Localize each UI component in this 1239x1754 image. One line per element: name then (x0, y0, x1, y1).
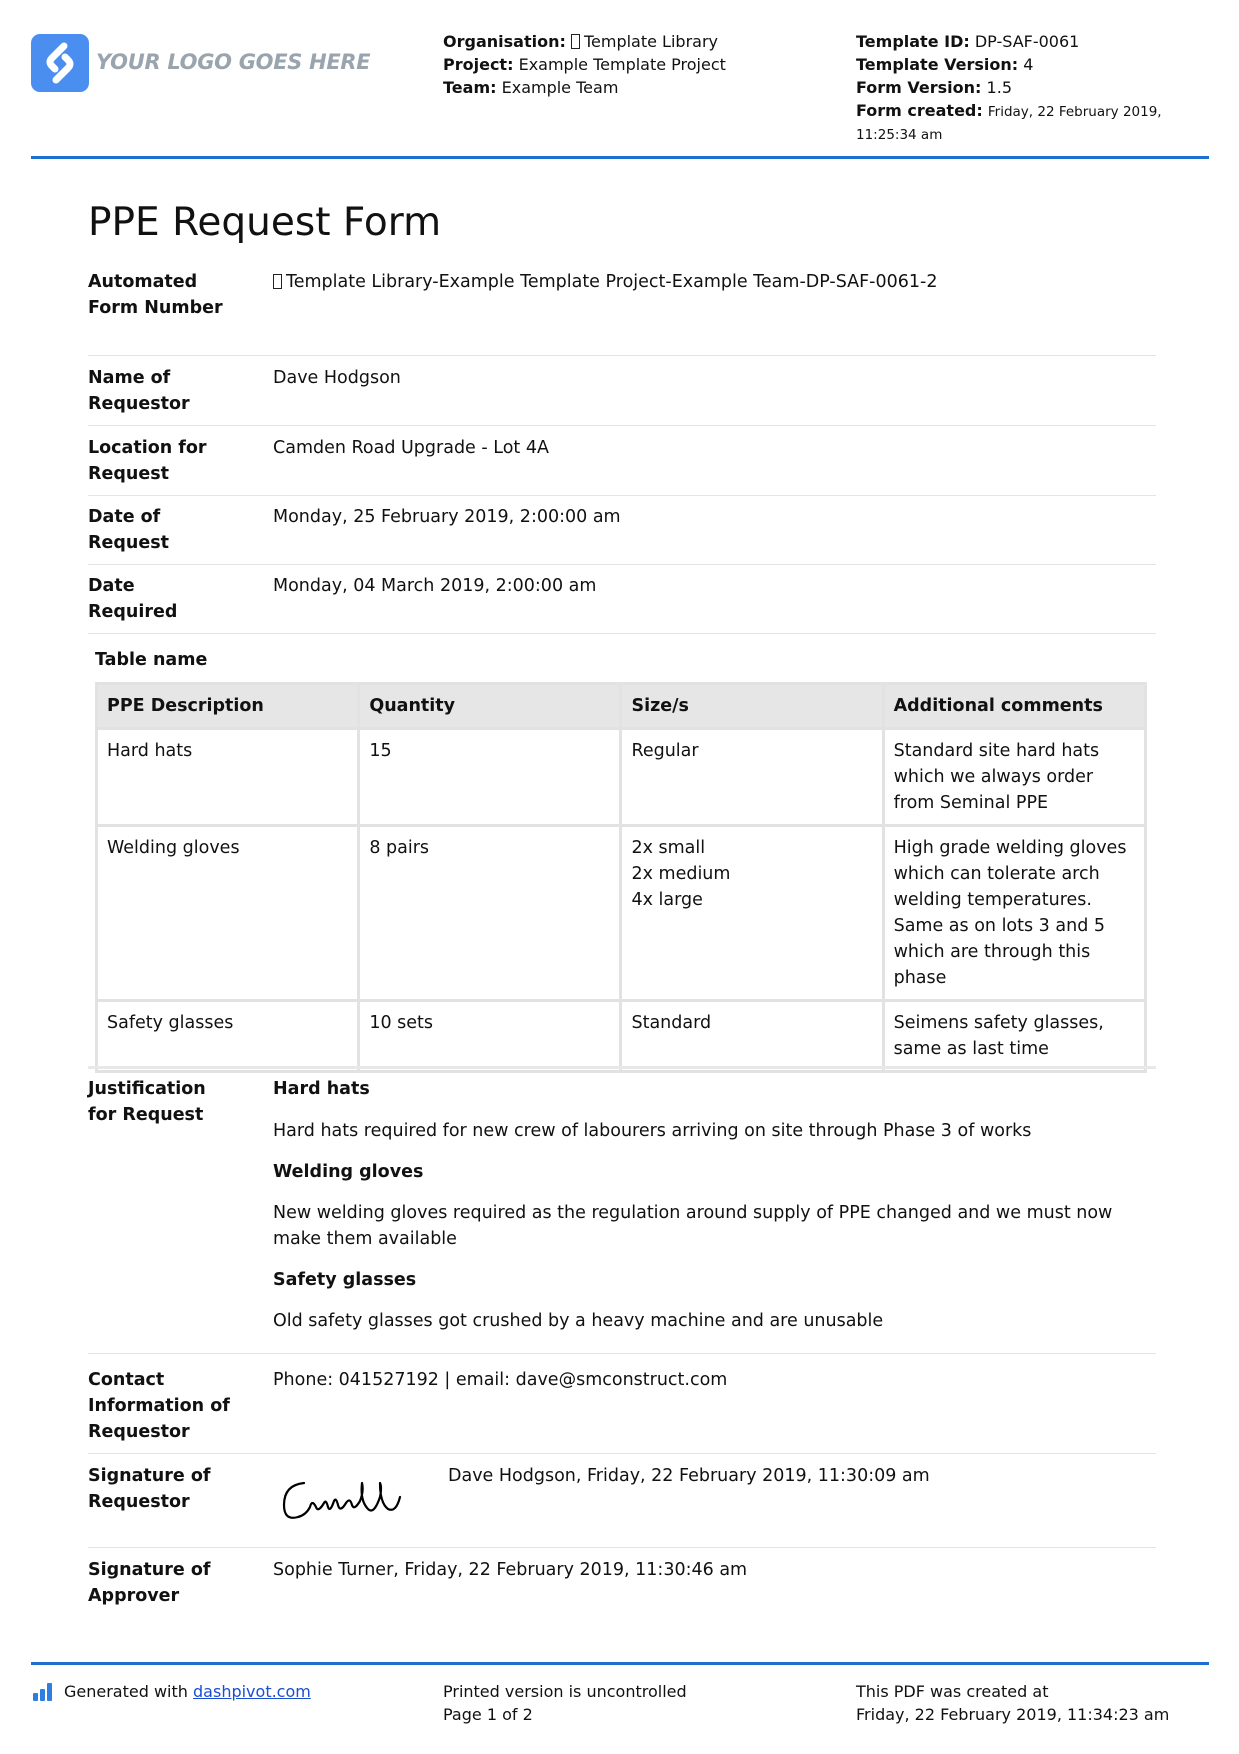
field-value: Monday, 25 February 2019, 2:00:00 am (273, 507, 621, 527)
header-divider (31, 156, 1209, 159)
page-info: Page 1 of 2 (443, 1705, 533, 1724)
cell-quantity: 10 sets (359, 1001, 621, 1072)
printed-note: Printed version is uncontrolled (443, 1682, 687, 1701)
project-value: Example Template Project (518, 55, 726, 74)
field-label: Signature of Requestor (88, 1466, 211, 1512)
table-bottom-divider (88, 1066, 1156, 1069)
cell-description: Safety glasses (97, 1001, 359, 1072)
logo-icon (31, 34, 89, 92)
ppe-table (95, 682, 1147, 1073)
field-label: Contact Information of Requestor (88, 1370, 230, 1442)
signature-details: Dave Hodgson, Friday, 22 February 2019, 11:30:09 am (448, 1466, 930, 1486)
cell-quantity: 15 (359, 729, 621, 826)
justification-text: New welding gloves required as the regulation around supply of PPE changed and we must now make them available (273, 1203, 1113, 1249)
org-icon (571, 34, 580, 49)
justification-heading: Safety glasses (273, 1270, 417, 1290)
field-label: Name of Requestor (88, 368, 190, 414)
field-row-requestor (88, 365, 1156, 426)
cell-description: Hard hats (97, 729, 359, 826)
org-icon (273, 274, 282, 289)
team-value: Example Team (501, 78, 619, 97)
column-header: Additional comments (883, 684, 1145, 729)
template-id-value: DP-SAF-0061 (974, 32, 1080, 51)
cell-comments: Seimens safety glasses, same as last time (883, 1001, 1145, 1072)
table-row (97, 826, 1146, 1001)
field-value: Monday, 04 March 2019, 2:00:00 am (273, 576, 597, 596)
cell-description: Welding gloves (97, 826, 359, 1001)
field-row-date-required (88, 573, 1156, 634)
field-row-form-number (88, 269, 1156, 356)
field-label: Location for Request (88, 438, 207, 484)
justification-text: Old safety glasses got crushed by a heavy machine and are unusable (273, 1311, 884, 1331)
field-label: Automated Form Number (88, 272, 223, 318)
form-created-time: 11:25:34 am (856, 127, 943, 143)
field-row-contact (88, 1367, 1156, 1454)
logo-mark (31, 34, 89, 92)
field-label: Signature of Approver (88, 1560, 211, 1606)
table-row (97, 729, 1146, 826)
pdf-created-value: Friday, 22 February 2019, 11:34:23 am (856, 1705, 1170, 1724)
form-created-value: Friday, 22 February 2019, (987, 104, 1162, 120)
cell-comments: Standard site hard hats which we always order from Seminal PPE (883, 729, 1145, 826)
table-row (97, 1001, 1146, 1072)
footer-generated: Generated with dashpivot.com (64, 1682, 311, 1701)
footer-divider (31, 1662, 1209, 1665)
field-row-signature-requestor (88, 1463, 1156, 1548)
field-row-justification (88, 1076, 1156, 1354)
field-value: Template Library-Example Template Project-Example Team-DP-SAF-0061-2 (273, 269, 937, 295)
signature-image (276, 1471, 411, 1531)
form-version-value: 1.5 (986, 78, 1012, 97)
field-row-signature-approver (88, 1557, 1156, 1627)
cell-sizes: 2x small 2x medium 4x large (621, 826, 883, 1001)
cell-sizes: Standard (621, 1001, 883, 1072)
table-name: Table name (95, 650, 208, 670)
header-org-block: Organisation: Template Library Project: Example Template Project Team: Example Team (443, 32, 726, 97)
footer-print-info (443, 1680, 687, 1726)
page-title: PPE Request Form (88, 200, 442, 245)
table-header-row (97, 684, 1146, 729)
justification-heading: Welding gloves (273, 1162, 424, 1182)
field-label: Date of Request (88, 507, 169, 553)
logo-text: YOUR LOGO GOES HERE (96, 50, 371, 74)
justification-text: Hard hats required for new crew of labourers arriving on site through Phase 3 of works (273, 1121, 1032, 1141)
template-version-value: 4 (1023, 55, 1034, 74)
organisation-value: Template Library (583, 32, 718, 51)
cell-comments: High grade welding gloves which can tolerate arch welding temperatures. Same as on lots 3 and 5 which are through this phase (883, 826, 1145, 1001)
field-label: Justification for Request (88, 1079, 206, 1125)
field-value: Dave Hodgson (273, 368, 401, 388)
header-template-block: Template ID: DP-SAF-0061 Template Version: 4 Form Version: 1.5 Form created: Friday, 22 February 2019, 11:25:34 am (856, 30, 1162, 147)
dashpivot-bars-icon (33, 1683, 55, 1701)
field-value: Phone: 041527192 | email: dave@smconstruct.com (273, 1370, 728, 1390)
justification-heading: Hard hats (273, 1079, 370, 1099)
cell-sizes: Regular (621, 729, 883, 826)
field-row-location (88, 435, 1156, 496)
footer-pdf-created: This PDF was created at Friday, 22 February 2019, 11:34:23 am (856, 1682, 1170, 1724)
field-value: Sophie Turner, Friday, 22 February 2019, 11:30:46 am (273, 1560, 748, 1580)
column-header: Quantity (359, 684, 621, 729)
column-header: PPE Description (97, 684, 359, 729)
field-label: Date Required (88, 576, 178, 622)
field-value: Camden Road Upgrade - Lot 4A (273, 438, 549, 458)
field-row-date-request (88, 504, 1156, 565)
column-header: Size/s (621, 684, 883, 729)
dashpivot-link[interactable]: dashpivot.com (193, 1682, 311, 1701)
cell-quantity: 8 pairs (359, 826, 621, 1001)
